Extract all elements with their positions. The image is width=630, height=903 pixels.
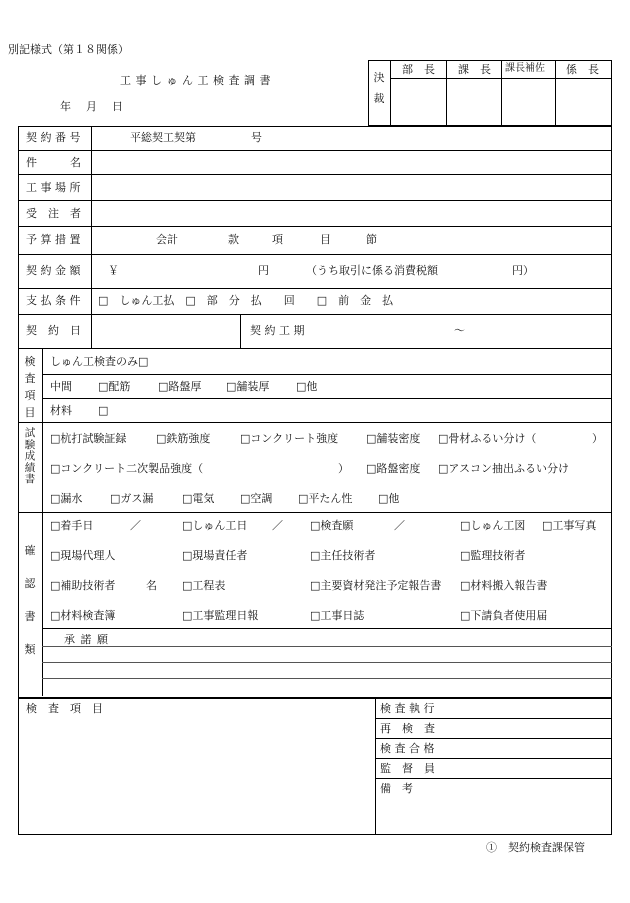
conf-assistant-engineer: □補助技術者 bbox=[50, 579, 116, 592]
conf-label-text: 確 認 書 類 bbox=[24, 544, 36, 656]
conf-completion-date: □しゅん工日 bbox=[182, 519, 248, 532]
conf-supervision-daily: □工事監理日報 bbox=[182, 609, 259, 622]
amount-yen-unit: 円 bbox=[258, 264, 269, 277]
test-pavement-density: □舗装密度 bbox=[366, 432, 421, 445]
conf-site-agent: □現場代理人 bbox=[50, 549, 116, 562]
budget-setsu: 節 bbox=[366, 233, 377, 246]
amount-tax-end: 円） bbox=[512, 264, 534, 277]
budget-label: 予 算 措 置 bbox=[26, 233, 81, 246]
conf-completion-drawing: □しゅん工図 bbox=[460, 519, 526, 532]
document-title: 工 事 し ゅ ん 工 検 査 調 書 bbox=[120, 74, 271, 87]
test-other: □他 bbox=[378, 492, 400, 505]
form-label: 別記様式（第１８関係） bbox=[8, 43, 129, 56]
date-line: 年 月 日 bbox=[60, 100, 125, 113]
interim-roadbed: □路盤厚 bbox=[158, 380, 202, 393]
test-aggregate-close: ） bbox=[592, 432, 603, 445]
contract-date-label: 契 約 日 bbox=[26, 324, 81, 337]
contract-no-label: 契 約 番 号 bbox=[26, 131, 81, 144]
conf-start-date: □着手日 bbox=[50, 519, 94, 532]
test-ascon-sieve: □アスコン抽出ふるい分け bbox=[438, 462, 569, 475]
amount-tax-label: （うち取引に係る消費税額 bbox=[306, 264, 438, 277]
budget-account: 会計 bbox=[156, 233, 178, 246]
consent-request-label: 承 諾 願 bbox=[64, 633, 109, 646]
test-flatness: □平たん性 bbox=[298, 492, 353, 505]
interim-pavement: □舗装厚 bbox=[226, 380, 270, 393]
interim-rebar: □配筋 bbox=[98, 380, 131, 393]
conf-slash-3: ／ bbox=[394, 519, 405, 532]
remarks-label: 備 考 bbox=[380, 782, 413, 795]
appr-label-text: 決 裁 bbox=[373, 71, 385, 105]
inspection-side-label bbox=[23, 356, 37, 424]
period-tilde: ～ bbox=[454, 324, 465, 337]
interim-label: 中間 bbox=[50, 380, 72, 393]
amount-label: 契 約 金 額 bbox=[26, 264, 81, 277]
test-secondary-product: □コンクリート二次製品強度（ bbox=[50, 462, 204, 475]
material-box: □ bbox=[98, 404, 109, 417]
supervisor-label: 監 督 員 bbox=[380, 762, 435, 775]
conf-material-order-report: □主要資材発注予定報告書 bbox=[310, 579, 442, 592]
site-label: 工 事 場 所 bbox=[26, 181, 81, 194]
approval-role-clerk: 係 長 bbox=[566, 63, 599, 76]
inspection-executed-label: 検 査 執 行 bbox=[380, 702, 435, 715]
contract-no-value: 平総契工契第 号 bbox=[130, 131, 262, 144]
project-name-label: 件 名 bbox=[26, 156, 81, 169]
test-rebar-strength: □鉄筋強度 bbox=[156, 432, 211, 445]
approval-role-chief: 課 長 bbox=[458, 63, 491, 76]
budget-moku: 目 bbox=[320, 233, 331, 246]
budget-kan: 款 bbox=[228, 233, 239, 246]
test-gas-leak: □ガス漏 bbox=[110, 492, 154, 505]
test-aggregate-sieve: □骨材ふるい分け（ bbox=[438, 432, 537, 445]
material-label: 材料 bbox=[50, 404, 72, 417]
insp-label-text: 検 査 項 目 bbox=[24, 355, 36, 419]
test-concrete-strength: □コンクリート強度 bbox=[240, 432, 339, 445]
conf-work-diary: □工事日誌 bbox=[310, 609, 365, 622]
conf-assistant-count-unit: 名 bbox=[146, 579, 157, 592]
budget-kou: 項 bbox=[272, 233, 283, 246]
conf-material-inspection-book: □材料検査簿 bbox=[50, 609, 116, 622]
conf-chief-engineer: □主任技術者 bbox=[310, 549, 376, 562]
test-pile: □杭打試験証録 bbox=[50, 432, 127, 445]
test-leak: □漏水 bbox=[50, 492, 83, 505]
conf-site-manager: □現場責任者 bbox=[182, 549, 248, 562]
test-secondary-close: ） bbox=[338, 462, 349, 475]
confirmation-side-label bbox=[23, 545, 37, 677]
conf-slash-1: ／ bbox=[130, 519, 141, 532]
conf-material-delivery-report: □材料搬入報告書 bbox=[460, 579, 548, 592]
period-label: 契 約 工 期 bbox=[250, 324, 305, 337]
conf-supervising-engineer: □監理技術者 bbox=[460, 549, 526, 562]
conf-inspection-request: □検査願 bbox=[310, 519, 354, 532]
completion-only: しゅん工検査のみ□ bbox=[50, 355, 149, 368]
approval-role-director: 部 長 bbox=[402, 63, 435, 76]
approval-label bbox=[372, 72, 386, 114]
conf-slash-2: ／ bbox=[272, 519, 283, 532]
inspection-passed-label: 検 査 合 格 bbox=[380, 742, 435, 755]
test-aircon: □空調 bbox=[240, 492, 273, 505]
footer-note: ① 契約検査課保管 bbox=[486, 841, 585, 854]
conf-subcontractor-notice: □下請負者使用届 bbox=[460, 609, 548, 622]
test-label-text: 試 験 成 績 書 bbox=[24, 427, 36, 485]
approval-role-deputy: 課長補佐 bbox=[505, 63, 545, 74]
conf-photos: □工事写真 bbox=[542, 519, 597, 532]
conf-schedule: □工程表 bbox=[182, 579, 226, 592]
test-roadbed-density: □路盤密度 bbox=[366, 462, 421, 475]
reinspection-label: 再 検 査 bbox=[380, 722, 435, 735]
contractor-label: 受 注 者 bbox=[26, 207, 81, 220]
payment-options: □ しゅん工払 □ 部 分 払 回 □ 前 金 払 bbox=[98, 294, 394, 307]
test-electric: □電気 bbox=[182, 492, 215, 505]
test-report-side-label bbox=[23, 428, 37, 486]
inspection-items-label: 検 査 項 目 bbox=[26, 702, 103, 715]
payment-label: 支 払 条 件 bbox=[26, 294, 81, 307]
amount-yen-mark: ￥ bbox=[108, 264, 119, 277]
interim-other: □他 bbox=[296, 380, 318, 393]
